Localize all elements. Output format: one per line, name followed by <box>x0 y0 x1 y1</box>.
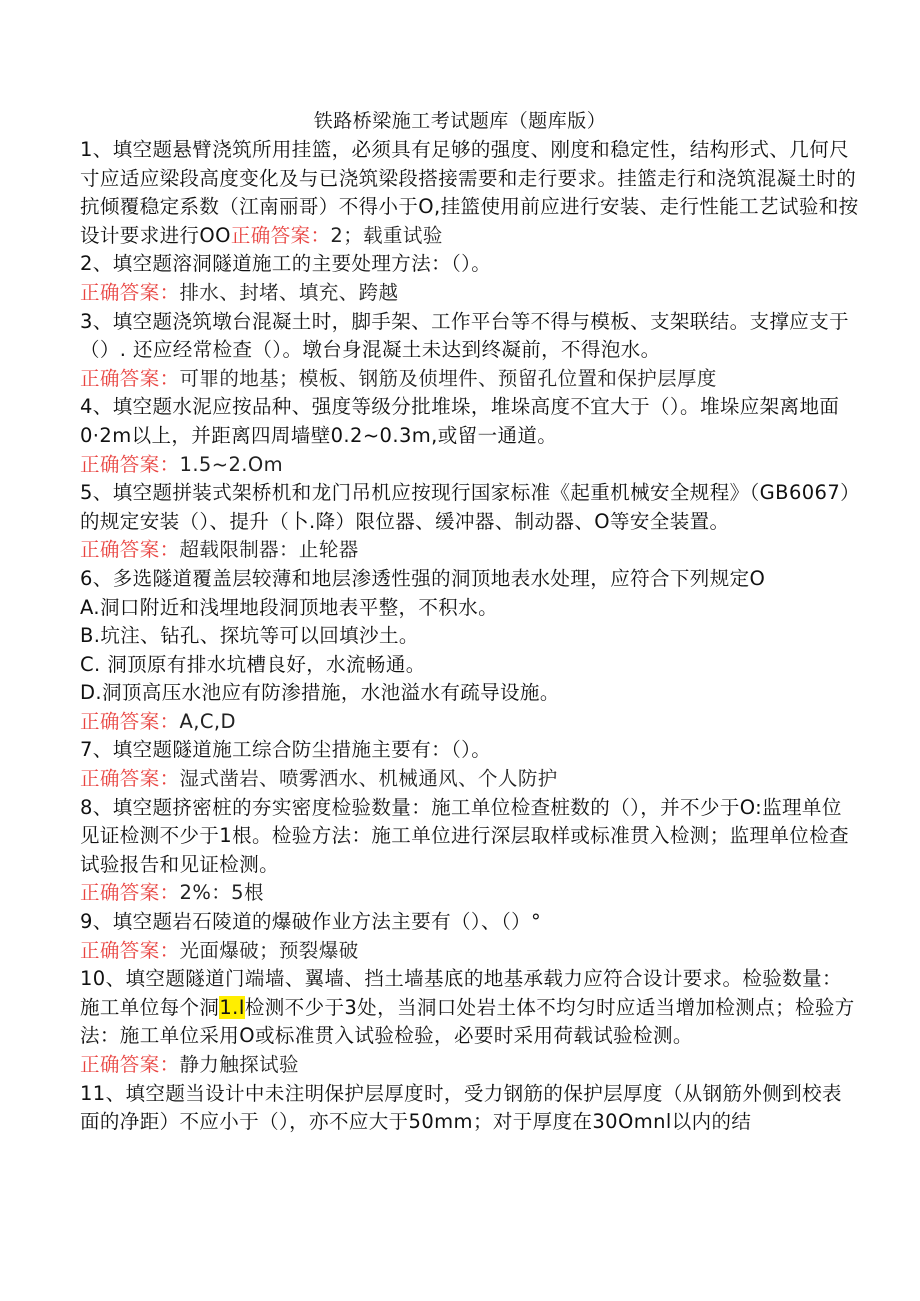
question-text: 1、填空题悬臂浇筑所用挂篮，必须具有足够的强度、刚度和稳定性，结构形式、几何尺寸应适应梁段高度变化及与已浇筑梁段搭接需要和走行要求。挂篮走行和浇筑混凝土时的抗倾覆稳定系数（江南丽哥）不得小于O,挂篮使用前应进行安装、走行性能工艺试验和按设计要求进行OO <box>80 138 859 247</box>
answer-4 <box>80 451 860 480</box>
answer-label: 正确答案： <box>80 709 180 733</box>
answer-label: 正确答案： <box>80 1053 180 1076</box>
question-4: 4、填空题水泥应按品种、强度等级分批堆垛，堆垛高度不宜大于（）。堆垛应架离地面0·2m以上，并距离四周墙壁0.2~0.3m,或留一通道。 <box>80 395 840 447</box>
answer-label: 正确答案： <box>80 538 180 562</box>
option-a: A.洞口附近和浅埋地段洞顶地表平整，不积水。 <box>80 595 498 619</box>
answer-label: 正确答案： <box>80 938 180 962</box>
answer-label: 正确答案： <box>80 881 180 905</box>
option-d: D.洞顶高压水池应有防渗措施，水池溢水有疏导设施。 <box>80 681 560 705</box>
document-body <box>80 136 860 1137</box>
answer-text: 静力触探试验 <box>179 1053 299 1076</box>
question-1 <box>80 136 860 250</box>
answer-text: 湿式凿岩、喷雾洒水、机械通风、个人防护 <box>179 767 558 791</box>
answer-label: 正确答案： <box>80 767 180 791</box>
question-9: 9、填空题岩石陵道的爆破作业方法主要有（）、（）° <box>80 910 542 934</box>
answer-5 <box>80 536 860 565</box>
answer-text: 2；载重试验 <box>330 223 443 247</box>
question-8: 8、填空题挤密桩的夯实密度检验数量：施工单位检查桩数的（），并不少于O:监理单位见证检测不少于1根。检验方法：施工单位进行深层取样或标准贯入检测；监理单位检查试验报告和见证检测。 <box>80 795 850 876</box>
answer-2 <box>80 279 860 308</box>
answer-text: A,C,D <box>179 709 236 733</box>
answer-3 <box>80 365 860 394</box>
answer-text: 排水、封堵、填充、跨越 <box>179 280 399 304</box>
option-b: B.坑注、钻孔、探坑等可以回填沙土。 <box>80 624 419 648</box>
question-6: 6、多选隧道覆盖层较薄和地层渗透性强的洞顶地表水处理，应符合下列规定O <box>80 566 766 590</box>
answer-text: 2%：5根 <box>179 881 264 905</box>
question-7: 7、填空题隧道施工综合防尘措施主要有：（）。 <box>80 738 492 762</box>
answer-9 <box>80 937 860 966</box>
answer-text: 1.5~2.Om <box>179 452 284 476</box>
question-text-part: 检测不少于3处，当洞口处岩土体不均匀时应适当增加检测点；检验方法：施工单位采用O或标准贯入试验检验，必要时采用荷载试验检测。 <box>80 995 855 1048</box>
answer-label: 正确答案： <box>80 366 180 390</box>
answer-label: 正确答案： <box>230 223 331 247</box>
question-11: 11、填空题当设计中未注明保护层厚度时，受力钢筋的保护层厚度（从钢筋外侧到校表面的净距）不应小于（），亦不应大于50mm；对于厚度在30Omnl以内的结 <box>80 1081 842 1134</box>
answer-10 <box>80 1051 860 1080</box>
answer-label: 正确答案： <box>80 280 180 304</box>
question-3: 3、填空题浇筑墩台混凝土时，脚手架、工作平台等不得与模板、支架联结。支撑应支于（）. 还应经常检查（）。墩台身混凝土未达到终凝前，不得泡水。 <box>80 309 850 362</box>
answer-7 <box>80 765 860 794</box>
question-text-part: 10、填空题隧道门端墙、翼墙、挡土墙基底的地基承载力应符合设计要求。检验数量：施工单位每个洞 <box>80 967 842 1019</box>
answer-label: 正确答案： <box>80 452 180 476</box>
highlighted-text: 1.I <box>219 995 245 1019</box>
question-5: 5、填空题拼装式架桥机和龙门吊机应按现行国家标准《起重机械安全规程》（GB6067）的规定安装（）、提升（卜.降）限位器、缓冲器、制动器、O等安全装置。 <box>80 481 851 533</box>
question-10 <box>80 965 860 1051</box>
answer-text: 超载限制器：止轮器 <box>179 538 359 562</box>
answer-text: 可罪的地基；模板、钢筋及侦埋件、预留孔位置和保护层厚度 <box>179 366 717 390</box>
question-2: 2、填空题溶洞隧道施工的主要处理方法：（）。 <box>80 252 492 276</box>
answer-text: 光面爆破；预裂爆破 <box>179 938 359 962</box>
document-title: 铁路桥梁施工考试题库（题库版） <box>313 110 607 132</box>
answer-6 <box>80 708 860 737</box>
option-c: C. 洞顶原有排水坑槽良好，水流畅通。 <box>80 652 426 676</box>
answer-8 <box>80 879 860 908</box>
